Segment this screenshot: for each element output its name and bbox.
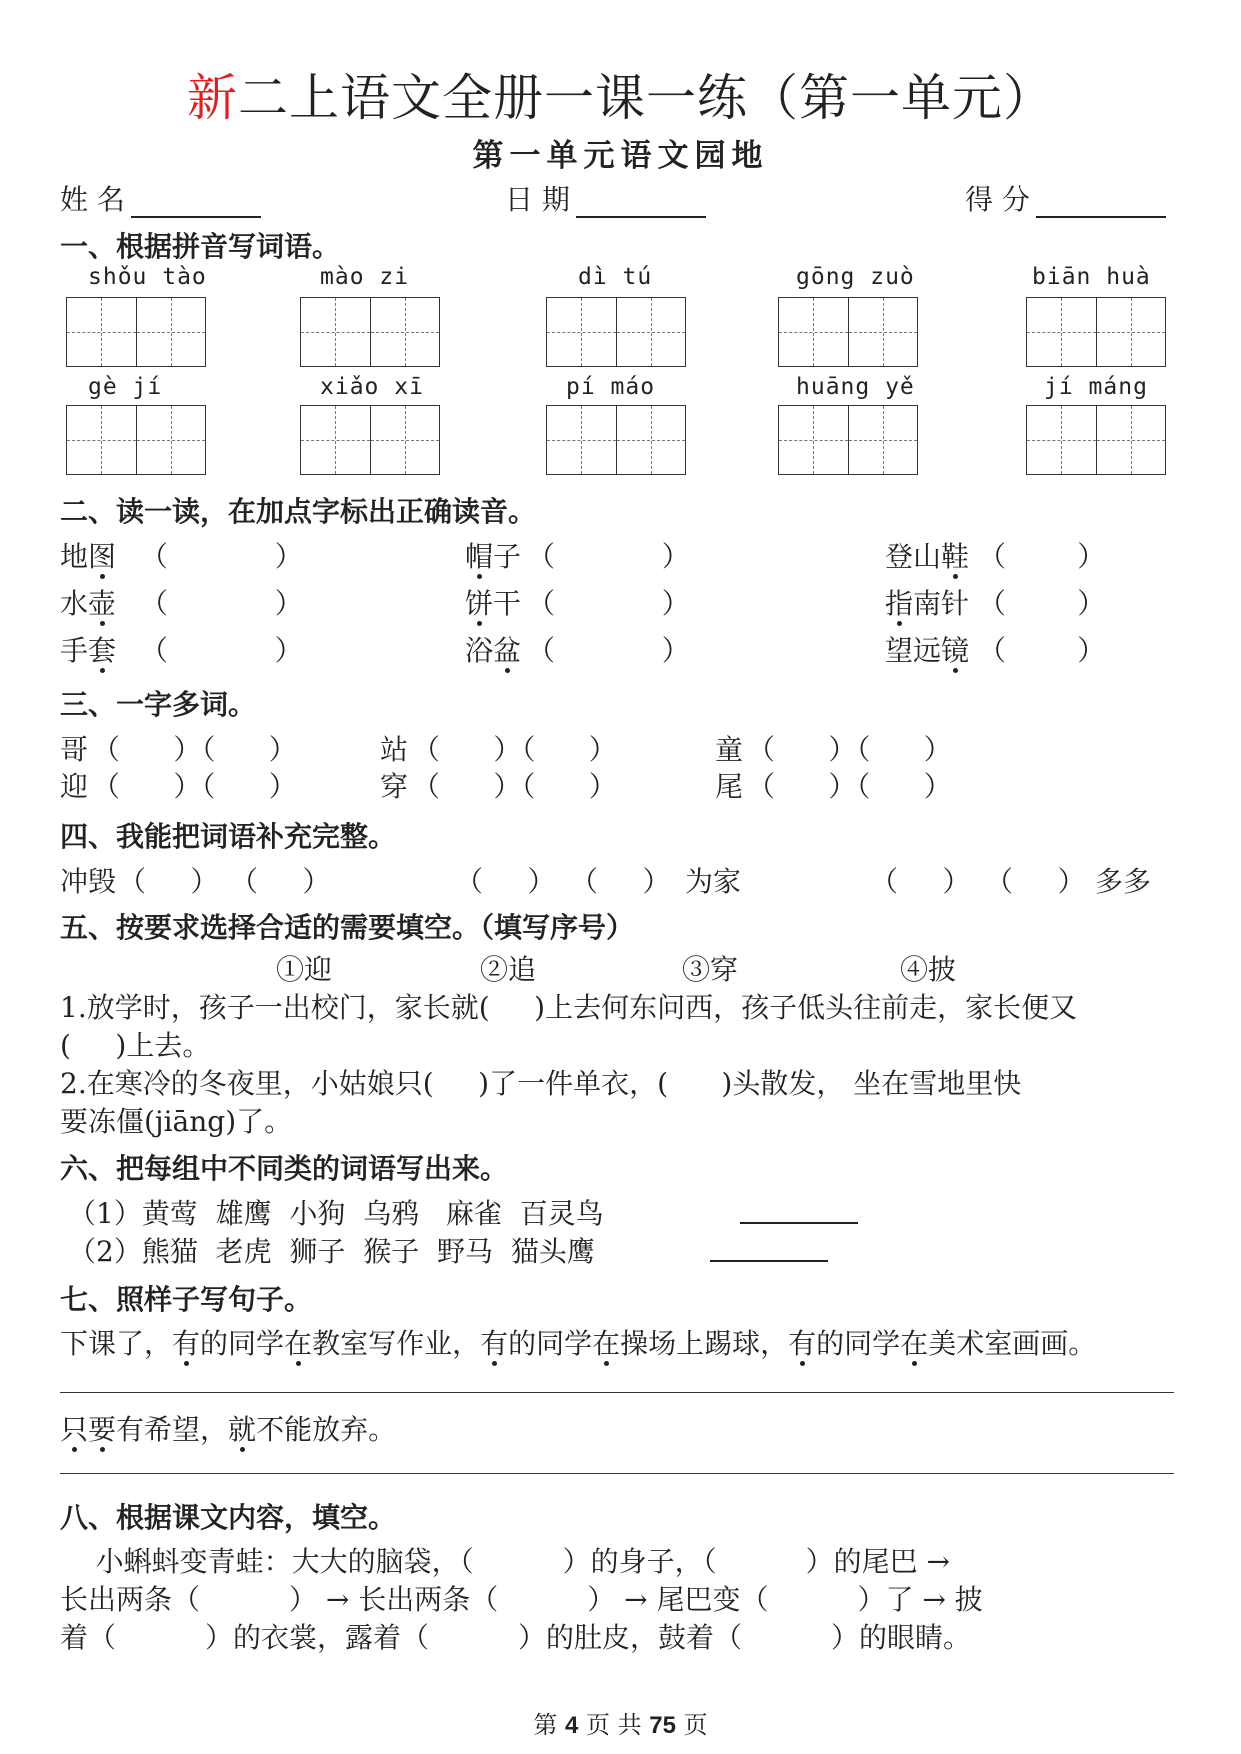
score-blank[interactable] — [1036, 190, 1166, 218]
title-rest: 二上语文全册一课一练（第一单元） — [238, 69, 1054, 127]
multi-char: 童 — [715, 733, 744, 766]
section-3-heading: 三、一字多词。 — [60, 688, 257, 721]
read-word: 指南针 — [885, 587, 970, 620]
date-field[interactable] — [505, 178, 706, 218]
multi-char: 穿 — [380, 770, 409, 803]
answer-blank[interactable]: （ ） — [985, 865, 1086, 898]
pinyin-label: gōng zuò — [796, 264, 915, 290]
choice-option: ②追 — [480, 953, 537, 986]
writing-grid[interactable] — [300, 297, 440, 367]
fill-line-2: 长出两条（ ） → 长出两条（ ） → 尾巴变（ ）了 → 披 — [60, 1583, 983, 1616]
answer-blank[interactable]: （ ） — [140, 587, 303, 620]
pinyin-label: xiǎo xī — [320, 374, 424, 400]
writing-grid[interactable] — [1026, 405, 1166, 475]
writing-grid[interactable] — [300, 405, 440, 475]
score-field[interactable] — [965, 178, 1166, 218]
section-5-heading: 五、按要求选择合适的需要填空。（填写序号） — [60, 911, 635, 944]
answer-line[interactable] — [710, 1236, 828, 1262]
choice-option: ①迎 — [276, 953, 333, 986]
section-8-heading: 八、根据课文内容，填空。 — [60, 1501, 397, 1534]
answer-blank[interactable]: （ ） — [455, 865, 556, 898]
idiom-word: 为家 — [685, 865, 742, 898]
pinyin-label: mào zi — [320, 264, 410, 290]
answer-blank[interactable]: （ ） — [527, 540, 690, 573]
name-field[interactable] — [60, 178, 261, 218]
example-sentence-1: 下课了，有的同学在教室写作业，有的同学在操场上踢球，有的同学在美术室画画。 — [60, 1327, 1097, 1360]
title-highlight: 新 — [187, 69, 238, 127]
name-label: 姓 名 — [60, 183, 125, 216]
writing-grid[interactable] — [66, 405, 206, 475]
answer-blank[interactable]: （ ） — [570, 865, 671, 898]
page-total: 75 — [649, 1712, 676, 1739]
writing-grid[interactable] — [66, 297, 206, 367]
answer-blank[interactable]: （ ） — [527, 587, 690, 620]
answer-line[interactable] — [60, 1473, 1174, 1474]
fill-line-3: 着（ ）的衣裳，露着（ ）的肚皮，鼓着（ ）的眼睛。 — [60, 1621, 972, 1654]
question-1-line-1: 1.放学时，孩子一出校门，家长就( )上去何东问西，孩子低头往前走，家长便又 — [60, 991, 1078, 1024]
idiom-word: 冲毁 — [60, 865, 117, 898]
section-2-heading: 二、读一读，在加点字标出正确读音。 — [60, 495, 537, 528]
read-word: 帽子 — [465, 540, 522, 573]
multi-char: 站 — [380, 733, 409, 766]
read-word: 水壶 — [60, 587, 117, 620]
question-2-line-1: 2.在寒冷的冬夜里，小姑娘只( )了一件单衣，( )头散发， 坐在雪地里快 — [60, 1067, 1022, 1100]
date-blank[interactable] — [576, 190, 706, 218]
page-number: 4 — [565, 1712, 579, 1739]
answer-blank[interactable]: （ ） — [230, 865, 331, 898]
pinyin-label: pí máo — [566, 374, 656, 400]
section-1-heading: 一、根据拼音写词语。 — [60, 230, 341, 263]
group-2-words: （2）熊猫 老虎 狮子 猴子 野马 猫头鹰 — [68, 1235, 595, 1268]
pinyin-label: biān huà — [1032, 264, 1151, 290]
answer-blank[interactable]: （ ） — [978, 587, 1106, 620]
name-blank[interactable] — [131, 190, 261, 218]
pinyin-label: huāng yě — [796, 374, 915, 400]
read-word: 手套 — [60, 634, 117, 667]
choice-option: ③穿 — [682, 953, 739, 986]
pinyin-label: dì tú — [578, 264, 653, 290]
section-6-heading: 六、把每组中不同类的词语写出来。 — [60, 1152, 509, 1185]
answer-blank[interactable]: （ ）（ ） — [747, 770, 952, 803]
multi-char: 迎 — [60, 770, 89, 803]
pinyin-label: gè jí — [88, 374, 163, 400]
fill-line-1: 小蝌蚪变青蛙：大大的脑袋，（ ）的身子，（ ）的尾巴 → — [60, 1545, 950, 1578]
choice-option: ④披 — [900, 953, 957, 986]
answer-blank[interactable]: （ ）（ ） — [412, 733, 617, 766]
writing-grid[interactable] — [546, 405, 686, 475]
multi-char: 哥 — [60, 733, 89, 766]
writing-grid[interactable] — [1026, 297, 1166, 367]
read-word: 望远镜 — [885, 634, 970, 667]
answer-line[interactable] — [740, 1198, 858, 1224]
question-1-line-2: ( )上去。 — [60, 1029, 211, 1062]
page-subtitle: 第一单元语文园地 — [472, 138, 769, 174]
answer-blank[interactable]: （ ） — [870, 865, 971, 898]
group-1-words: （1）黄莺 雄鹰 小狗 乌鸦 麻雀 百灵鸟 — [68, 1197, 604, 1230]
answer-blank[interactable]: （ ） — [118, 865, 219, 898]
read-word: 饼干 — [465, 587, 522, 620]
answer-blank[interactable]: （ ） — [978, 540, 1106, 573]
date-label: 日 期 — [505, 183, 570, 216]
answer-blank[interactable]: （ ） — [140, 540, 303, 573]
answer-blank[interactable]: （ ）（ ） — [747, 733, 952, 766]
writing-grid[interactable] — [778, 297, 918, 367]
answer-blank[interactable]: （ ） — [527, 634, 690, 667]
writing-grid[interactable] — [778, 405, 918, 475]
pinyin-label: jí máng — [1044, 374, 1148, 400]
page-title — [0, 58, 1241, 130]
section-4-heading: 四、我能把词语补充完整。 — [60, 820, 397, 853]
pinyin-label: shǒu tào — [88, 264, 207, 290]
answer-blank[interactable]: （ ）（ ） — [92, 733, 297, 766]
answer-line[interactable] — [60, 1392, 1174, 1393]
section-7-heading: 七、照样子写句子。 — [60, 1283, 313, 1316]
read-word: 地图 — [60, 540, 117, 573]
read-word: 登山鞋 — [885, 540, 970, 573]
score-label: 得 分 — [965, 183, 1030, 216]
answer-blank[interactable]: （ ） — [978, 634, 1106, 667]
answer-blank[interactable]: （ ） — [140, 634, 303, 667]
answer-blank[interactable]: （ ）（ ） — [92, 770, 297, 803]
example-sentence-2: 只要有希望，就不能放弃。 — [60, 1413, 397, 1446]
idiom-word: 多多 — [1095, 865, 1152, 898]
writing-grid[interactable] — [546, 297, 686, 367]
multi-char: 尾 — [715, 770, 744, 803]
answer-blank[interactable]: （ ）（ ） — [412, 770, 617, 803]
question-2-line-2: 要冻僵(jiāng)了。 — [60, 1105, 293, 1138]
page-footer: 第 4 页 共 75 页 — [533, 1711, 708, 1739]
read-word: 浴盆 — [465, 634, 522, 667]
